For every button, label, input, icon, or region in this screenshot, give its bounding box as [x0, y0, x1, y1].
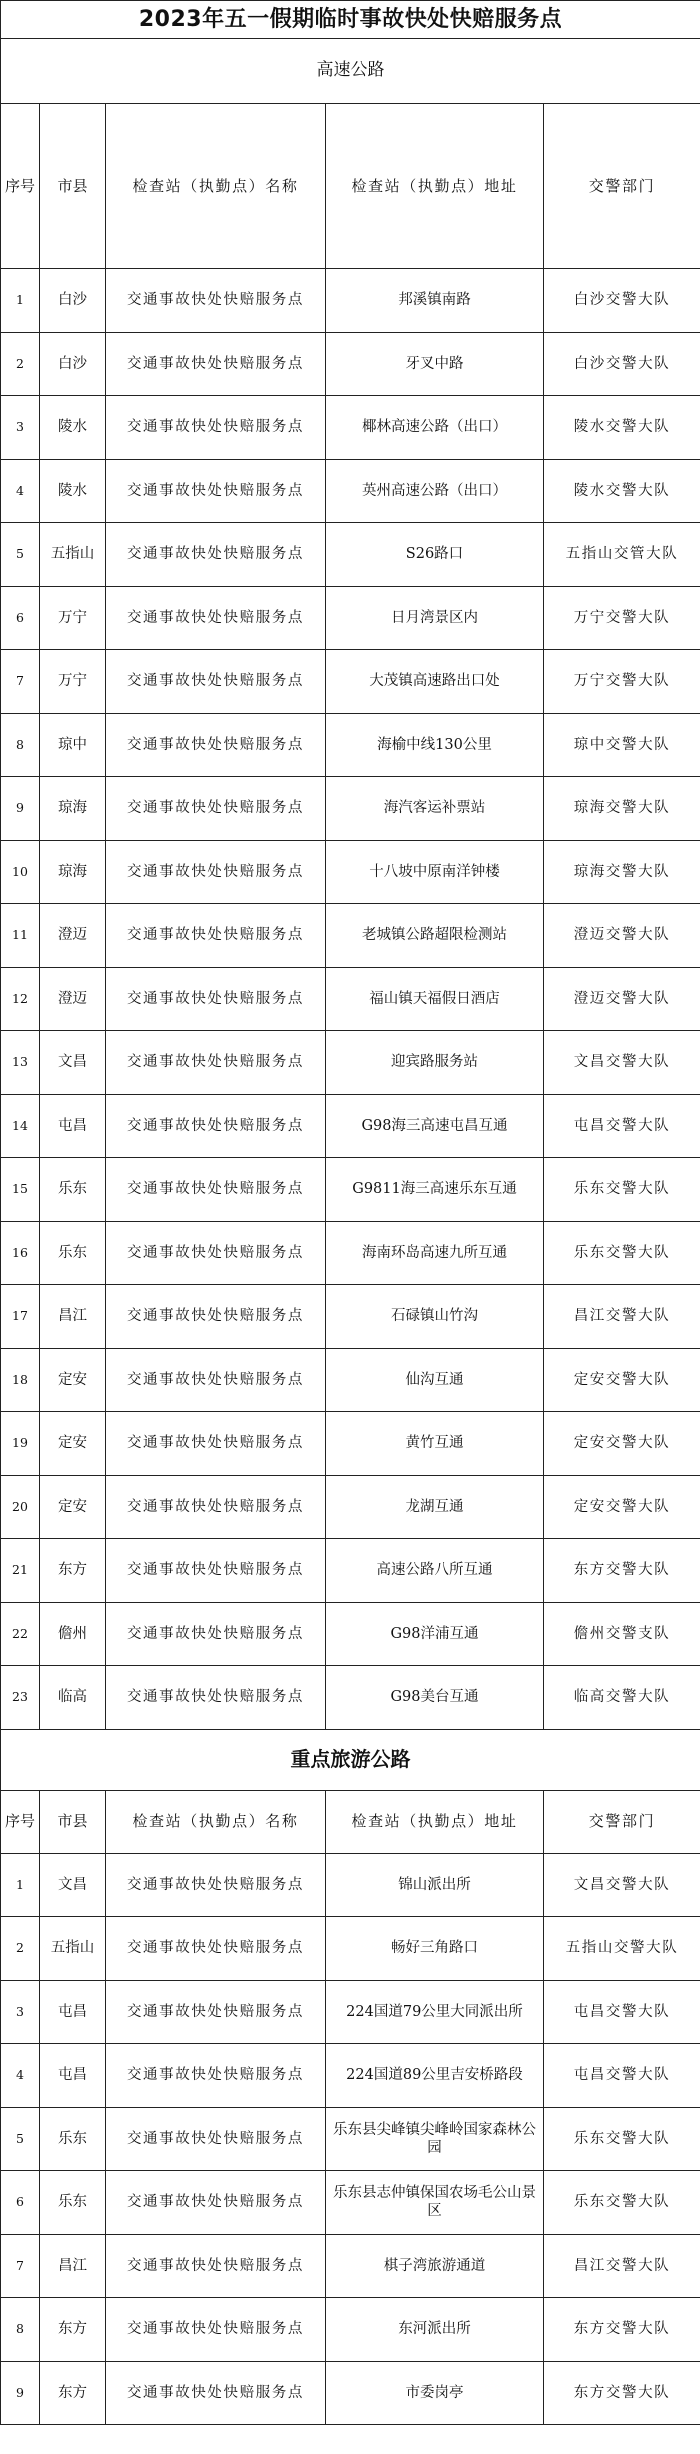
cell-name: 交通事故快处快赔服务点 [106, 1917, 326, 1981]
cell-address: 锦山派出所 [326, 1853, 544, 1917]
cell-name: 交通事故快处快赔服务点 [106, 1853, 326, 1917]
cell-no: 6 [1, 586, 40, 650]
column-header-row [1, 1790, 700, 1853]
cell-no: 18 [1, 1348, 40, 1412]
cell-name: 交通事故快处快赔服务点 [106, 1539, 326, 1603]
cell-no: 4 [1, 2044, 40, 2108]
cell-address: 棋子湾旅游通道 [326, 2234, 544, 2298]
table-row [1, 904, 700, 968]
cell-name: 交通事故快处快赔服务点 [106, 2171, 326, 2235]
cell-name: 交通事故快处快赔服务点 [106, 586, 326, 650]
table-row [1, 523, 700, 587]
cell-county: 乐东 [40, 2171, 106, 2235]
cell-county: 万宁 [40, 650, 106, 714]
cell-no: 5 [1, 2107, 40, 2171]
cell-address: 英州高速公路（出口） [326, 459, 544, 523]
table-row [1, 713, 700, 777]
cell-dept: 临高交警大队 [544, 1666, 700, 1730]
cell-county: 文昌 [40, 1031, 106, 1095]
table-row [1, 1917, 700, 1981]
cell-name: 交通事故快处快赔服务点 [106, 1285, 326, 1349]
cell-no: 9 [1, 2361, 40, 2425]
header-dept: 交警部门 [544, 1790, 700, 1853]
cell-dept: 儋州交警支队 [544, 1602, 700, 1666]
table-row [1, 1348, 700, 1412]
cell-county: 琼海 [40, 777, 106, 841]
section-header-row [1, 1729, 700, 1790]
cell-dept: 琼海交警大队 [544, 840, 700, 904]
cell-address: 海汽客运补票站 [326, 777, 544, 841]
cell-name: 交通事故快处快赔服务点 [106, 332, 326, 396]
header-name: 检查站（执勤点）名称 [106, 1790, 326, 1853]
header-county: 市县 [40, 1790, 106, 1853]
cell-dept: 东方交警大队 [544, 2361, 700, 2425]
cell-address: G98洋浦互通 [326, 1602, 544, 1666]
cell-dept: 昌江交警大队 [544, 1285, 700, 1349]
header-dept: 交警部门 [544, 104, 700, 269]
cell-name: 交通事故快处快赔服务点 [106, 2107, 326, 2171]
cell-county: 定安 [40, 1475, 106, 1539]
cell-dept: 屯昌交警大队 [544, 1094, 700, 1158]
cell-address: S26路口 [326, 523, 544, 587]
cell-county: 澄迈 [40, 904, 106, 968]
cell-name: 交通事故快处快赔服务点 [106, 1158, 326, 1222]
header-no: 序号 [1, 104, 40, 269]
cell-address: G98美台互通 [326, 1666, 544, 1730]
cell-county: 定安 [40, 1412, 106, 1476]
cell-dept: 五指山交警大队 [544, 1917, 700, 1981]
cell-name: 交通事故快处快赔服务点 [106, 840, 326, 904]
table-row [1, 1539, 700, 1603]
cell-dept: 乐东交警大队 [544, 1158, 700, 1222]
cell-name: 交通事故快处快赔服务点 [106, 777, 326, 841]
cell-dept: 琼海交警大队 [544, 777, 700, 841]
cell-no: 2 [1, 332, 40, 396]
cell-no: 2 [1, 1917, 40, 1981]
table-row [1, 2044, 700, 2108]
table-row [1, 1853, 700, 1917]
cell-address: 224国道79公里大同派出所 [326, 1980, 544, 2044]
cell-address: 黄竹互通 [326, 1412, 544, 1476]
cell-no: 13 [1, 1031, 40, 1095]
cell-county: 陵水 [40, 396, 106, 460]
cell-county: 屯昌 [40, 2044, 106, 2108]
table-row [1, 396, 700, 460]
cell-name: 交通事故快处快赔服务点 [106, 459, 326, 523]
header-address: 检查站（执勤点）地址 [326, 104, 544, 269]
cell-name: 交通事故快处快赔服务点 [106, 2298, 326, 2362]
cell-county: 澄迈 [40, 967, 106, 1031]
cell-address: 仙沟互通 [326, 1348, 544, 1412]
cell-name: 交通事故快处快赔服务点 [106, 2044, 326, 2108]
cell-no: 17 [1, 1285, 40, 1349]
cell-dept: 定安交警大队 [544, 1348, 700, 1412]
table-row [1, 2298, 700, 2362]
cell-no: 15 [1, 1158, 40, 1222]
cell-dept: 定安交警大队 [544, 1412, 700, 1476]
table-row [1, 777, 700, 841]
table-row [1, 586, 700, 650]
cell-name: 交通事故快处快赔服务点 [106, 713, 326, 777]
cell-no: 20 [1, 1475, 40, 1539]
cell-name: 交通事故快处快赔服务点 [106, 1031, 326, 1095]
section-title-tourism: 重点旅游公路 [1, 1729, 700, 1790]
cell-county: 乐东 [40, 2107, 106, 2171]
cell-address: 迎宾路服务站 [326, 1031, 544, 1095]
cell-no: 3 [1, 1980, 40, 2044]
cell-county: 白沙 [40, 332, 106, 396]
cell-no: 4 [1, 459, 40, 523]
cell-county: 定安 [40, 1348, 106, 1412]
cell-county: 乐东 [40, 1221, 106, 1285]
cell-name: 交通事故快处快赔服务点 [106, 1348, 326, 1412]
cell-no: 8 [1, 2298, 40, 2362]
section-title-highway: 高速公路 [1, 39, 700, 104]
cell-address: 乐东县尖峰镇尖峰岭国家森林公园 [326, 2107, 544, 2171]
cell-dept: 文昌交警大队 [544, 1853, 700, 1917]
table-row [1, 1412, 700, 1476]
cell-address: 畅好三角路口 [326, 1917, 544, 1981]
table-row [1, 2234, 700, 2298]
cell-no: 19 [1, 1412, 40, 1476]
cell-address: 乐东县志仲镇保国农场毛公山景区 [326, 2171, 544, 2235]
cell-county: 乐东 [40, 1158, 106, 1222]
cell-address: 龙湖互通 [326, 1475, 544, 1539]
cell-dept: 昌江交警大队 [544, 2234, 700, 2298]
cell-name: 交通事故快处快赔服务点 [106, 650, 326, 714]
cell-name: 交通事故快处快赔服务点 [106, 1475, 326, 1539]
cell-dept: 乐东交警大队 [544, 1221, 700, 1285]
cell-address: 牙叉中路 [326, 332, 544, 396]
cell-dept: 万宁交警大队 [544, 650, 700, 714]
cell-county: 临高 [40, 1666, 106, 1730]
cell-name: 交通事故快处快赔服务点 [106, 396, 326, 460]
cell-name: 交通事故快处快赔服务点 [106, 1094, 326, 1158]
cell-address: 日月湾景区内 [326, 586, 544, 650]
table-row [1, 1602, 700, 1666]
cell-no: 21 [1, 1539, 40, 1603]
cell-dept: 陵水交警大队 [544, 396, 700, 460]
cell-name: 交通事故快处快赔服务点 [106, 1980, 326, 2044]
table-row [1, 840, 700, 904]
cell-county: 五指山 [40, 1917, 106, 1981]
header-no: 序号 [1, 1790, 40, 1853]
cell-county: 东方 [40, 2298, 106, 2362]
cell-county: 东方 [40, 1539, 106, 1603]
cell-address: 老城镇公路超限检测站 [326, 904, 544, 968]
cell-no: 3 [1, 396, 40, 460]
cell-name: 交通事故快处快赔服务点 [106, 269, 326, 333]
header-address: 检查站（执勤点）地址 [326, 1790, 544, 1853]
cell-dept: 五指山交管大队 [544, 523, 700, 587]
table-title-row [1, 1, 700, 39]
cell-dept: 白沙交警大队 [544, 269, 700, 333]
cell-no: 5 [1, 523, 40, 587]
table-row [1, 1475, 700, 1539]
table-row [1, 2107, 700, 2171]
cell-county: 昌江 [40, 2234, 106, 2298]
highway-rows [1, 269, 700, 1730]
cell-no: 23 [1, 1666, 40, 1730]
cell-name: 交通事故快处快赔服务点 [106, 1666, 326, 1730]
table-row [1, 332, 700, 396]
cell-no: 11 [1, 904, 40, 968]
cell-address: 椰林高速公路（出口） [326, 396, 544, 460]
cell-dept: 琼中交警大队 [544, 713, 700, 777]
cell-address: 十八坡中原南洋钟楼 [326, 840, 544, 904]
table-row [1, 459, 700, 523]
cell-dept: 白沙交警大队 [544, 332, 700, 396]
cell-county: 文昌 [40, 1853, 106, 1917]
table-row [1, 967, 700, 1031]
cell-dept: 乐东交警大队 [544, 2107, 700, 2171]
cell-no: 7 [1, 650, 40, 714]
cell-no: 9 [1, 777, 40, 841]
cell-dept: 屯昌交警大队 [544, 1980, 700, 2044]
cell-address: 东河派出所 [326, 2298, 544, 2362]
table-row [1, 1094, 700, 1158]
cell-county: 陵水 [40, 459, 106, 523]
table-row [1, 1031, 700, 1095]
cell-dept: 万宁交警大队 [544, 586, 700, 650]
cell-dept: 澄迈交警大队 [544, 904, 700, 968]
cell-county: 屯昌 [40, 1980, 106, 2044]
cell-county: 琼海 [40, 840, 106, 904]
cell-no: 12 [1, 967, 40, 1031]
cell-address: 邦溪镇南路 [326, 269, 544, 333]
cell-address: 高速公路八所互通 [326, 1539, 544, 1603]
cell-no: 7 [1, 2234, 40, 2298]
cell-address: G98海三高速屯昌互通 [326, 1094, 544, 1158]
cell-dept: 屯昌交警大队 [544, 2044, 700, 2108]
header-county: 市县 [40, 104, 106, 269]
table-title: 2023年五一假期临时事故快处快赔服务点 [1, 1, 700, 39]
cell-dept: 乐东交警大队 [544, 2171, 700, 2235]
cell-dept: 定安交警大队 [544, 1475, 700, 1539]
cell-dept: 东方交警大队 [544, 1539, 700, 1603]
cell-name: 交通事故快处快赔服务点 [106, 967, 326, 1031]
header-name: 检查站（执勤点）名称 [106, 104, 326, 269]
table-row [1, 1285, 700, 1349]
cell-name: 交通事故快处快赔服务点 [106, 2234, 326, 2298]
table-row [1, 650, 700, 714]
cell-county: 五指山 [40, 523, 106, 587]
cell-no: 10 [1, 840, 40, 904]
table-row [1, 2171, 700, 2235]
cell-no: 1 [1, 269, 40, 333]
cell-address: 海南环岛高速九所互通 [326, 1221, 544, 1285]
cell-address: 福山镇天福假日酒店 [326, 967, 544, 1031]
cell-name: 交通事故快处快赔服务点 [106, 1221, 326, 1285]
cell-name: 交通事故快处快赔服务点 [106, 523, 326, 587]
cell-dept: 文昌交警大队 [544, 1031, 700, 1095]
table-row [1, 1666, 700, 1730]
cell-county: 昌江 [40, 1285, 106, 1349]
cell-county: 儋州 [40, 1602, 106, 1666]
cell-county: 琼中 [40, 713, 106, 777]
cell-address: 海榆中线130公里 [326, 713, 544, 777]
cell-no: 1 [1, 1853, 40, 1917]
cell-no: 6 [1, 2171, 40, 2235]
table-row [1, 1158, 700, 1222]
cell-no: 22 [1, 1602, 40, 1666]
cell-county: 屯昌 [40, 1094, 106, 1158]
cell-no: 8 [1, 713, 40, 777]
cell-name: 交通事故快处快赔服务点 [106, 1412, 326, 1476]
table-row [1, 1980, 700, 2044]
section-header-row [1, 39, 700, 104]
cell-address: 大茂镇高速路出口处 [326, 650, 544, 714]
tourism-rows [1, 1853, 700, 2425]
table-row [1, 269, 700, 333]
cell-address: 石碌镇山竹沟 [326, 1285, 544, 1349]
cell-address: 市委岗亭 [326, 2361, 544, 2425]
cell-name: 交通事故快处快赔服务点 [106, 1602, 326, 1666]
cell-county: 白沙 [40, 269, 106, 333]
cell-dept: 东方交警大队 [544, 2298, 700, 2362]
cell-dept: 澄迈交警大队 [544, 967, 700, 1031]
cell-county: 万宁 [40, 586, 106, 650]
cell-county: 东方 [40, 2361, 106, 2425]
column-header-row [1, 104, 700, 269]
table-row [1, 1221, 700, 1285]
cell-address: 224国道89公里吉安桥路段 [326, 2044, 544, 2108]
cell-name: 交通事故快处快赔服务点 [106, 904, 326, 968]
cell-name: 交通事故快处快赔服务点 [106, 2361, 326, 2425]
cell-dept: 陵水交警大队 [544, 459, 700, 523]
cell-no: 14 [1, 1094, 40, 1158]
cell-no: 16 [1, 1221, 40, 1285]
cell-address: G9811海三高速乐东互通 [326, 1158, 544, 1222]
table-row [1, 2361, 700, 2425]
